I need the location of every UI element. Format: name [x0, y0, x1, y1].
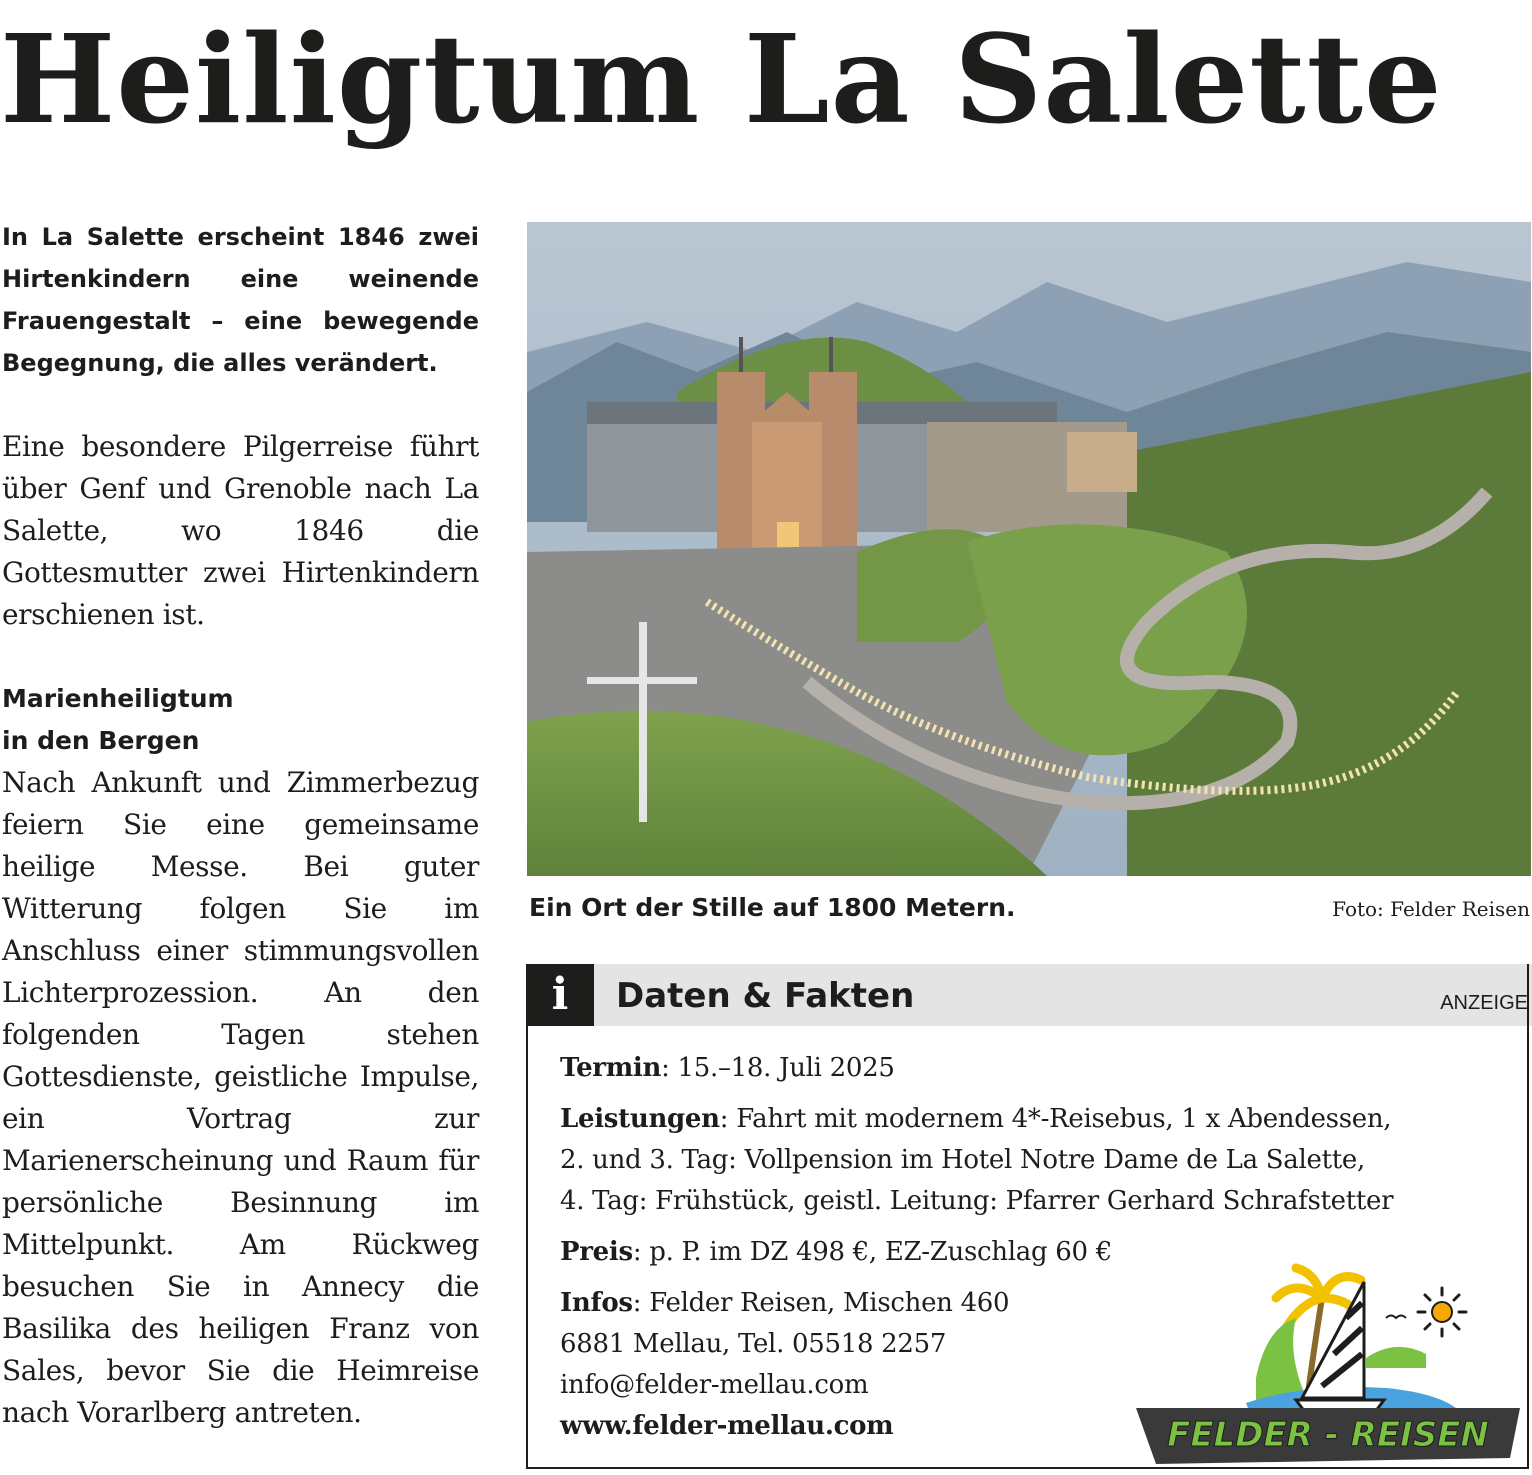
body-paragraph-2: Nach Ankunft und Zimmerbezug feiern Sie eine gemeinsame heilige Messe. Bei guter Witterung folgen Sie im Anschluss einer stimmungsvollen Lichterprozession. An den folgenden Tagen stehen Gottesdienste, geistliche Impulse, ein Vortrag zur Marienerscheinung und Raum für persönliche Besinnung im Mittelpunkt. Am Rückweg besuchen Sie in Annecy die Basilika des heiligen Franz von Sales, bevor Sie die Heimreise nach Vorarlberg antreten. — [2, 766, 479, 1429]
headline: Heiligtum La Salette — [0, 7, 1443, 151]
website-link[interactable]: www.felder-mellau.com — [560, 1411, 894, 1441]
photo-caption: Ein Ort der Stille auf 1800 Metern. — [529, 893, 1016, 922]
preis-label: Preis — [560, 1237, 633, 1267]
facts-title: Daten & Fakten — [616, 976, 915, 1016]
infos-line-2: 6881 Mellau, Tel. 05518 2257 — [560, 1329, 947, 1359]
subheading-line-2: in den Bergen — [2, 726, 200, 755]
subheading-line-1: Marienheiligtum — [2, 684, 234, 713]
felder-reisen-logo — [1136, 1258, 1520, 1464]
article-body — [2, 216, 479, 1434]
info-icon: i — [526, 964, 594, 1026]
termin-value: : 15.–18. Juli 2025 — [661, 1053, 895, 1083]
leistungen-block — [560, 1099, 1520, 1222]
lead-paragraph: In La Salette erscheint 1846 zwei Hirtenkindern eine weinende Frauengestalt – eine bewegende Begegnung, die alles verändert. — [2, 223, 479, 377]
subheading — [2, 678, 479, 762]
leistungen-line-1: : Fahrt mit modernem 4*-Reisebus, 1 x Abendessen, — [719, 1104, 1392, 1134]
email-link[interactable]: info@felder-mellau.com — [560, 1370, 869, 1400]
photo-credit: Foto: Felder Reisen — [1332, 897, 1530, 921]
logo-text: FELDER - REISEN — [1167, 1415, 1489, 1455]
infos-label: Infos — [560, 1288, 633, 1318]
ad-label: ANZEIGE — [1440, 992, 1528, 1014]
sanctuary-photo — [527, 222, 1531, 876]
leistungen-label: Leistungen — [560, 1104, 720, 1134]
body-paragraph-1: Eine besondere Pilgerreise führt über Genf und Grenoble nach La Salette, wo 1846 die Gottesmutter zwei Hirtenkindern erschienen ist. — [2, 430, 479, 631]
termin-label: Termin — [560, 1053, 662, 1083]
infos-line-1: : Felder Reisen, Mischen 460 — [632, 1288, 1010, 1318]
termin-line — [560, 1048, 1520, 1089]
leistungen-line-3: 4. Tag: Frühstück, geistl. Leitung: Pfarrer Gerhard Schrafstetter — [560, 1186, 1394, 1216]
preis-value: : p. P. im DZ 498 €, EZ-Zuschlag 60 € — [632, 1237, 1112, 1267]
leistungen-line-2: 2. und 3. Tag: Vollpension im Hotel Notre Dame de La Salette, — [560, 1145, 1365, 1175]
